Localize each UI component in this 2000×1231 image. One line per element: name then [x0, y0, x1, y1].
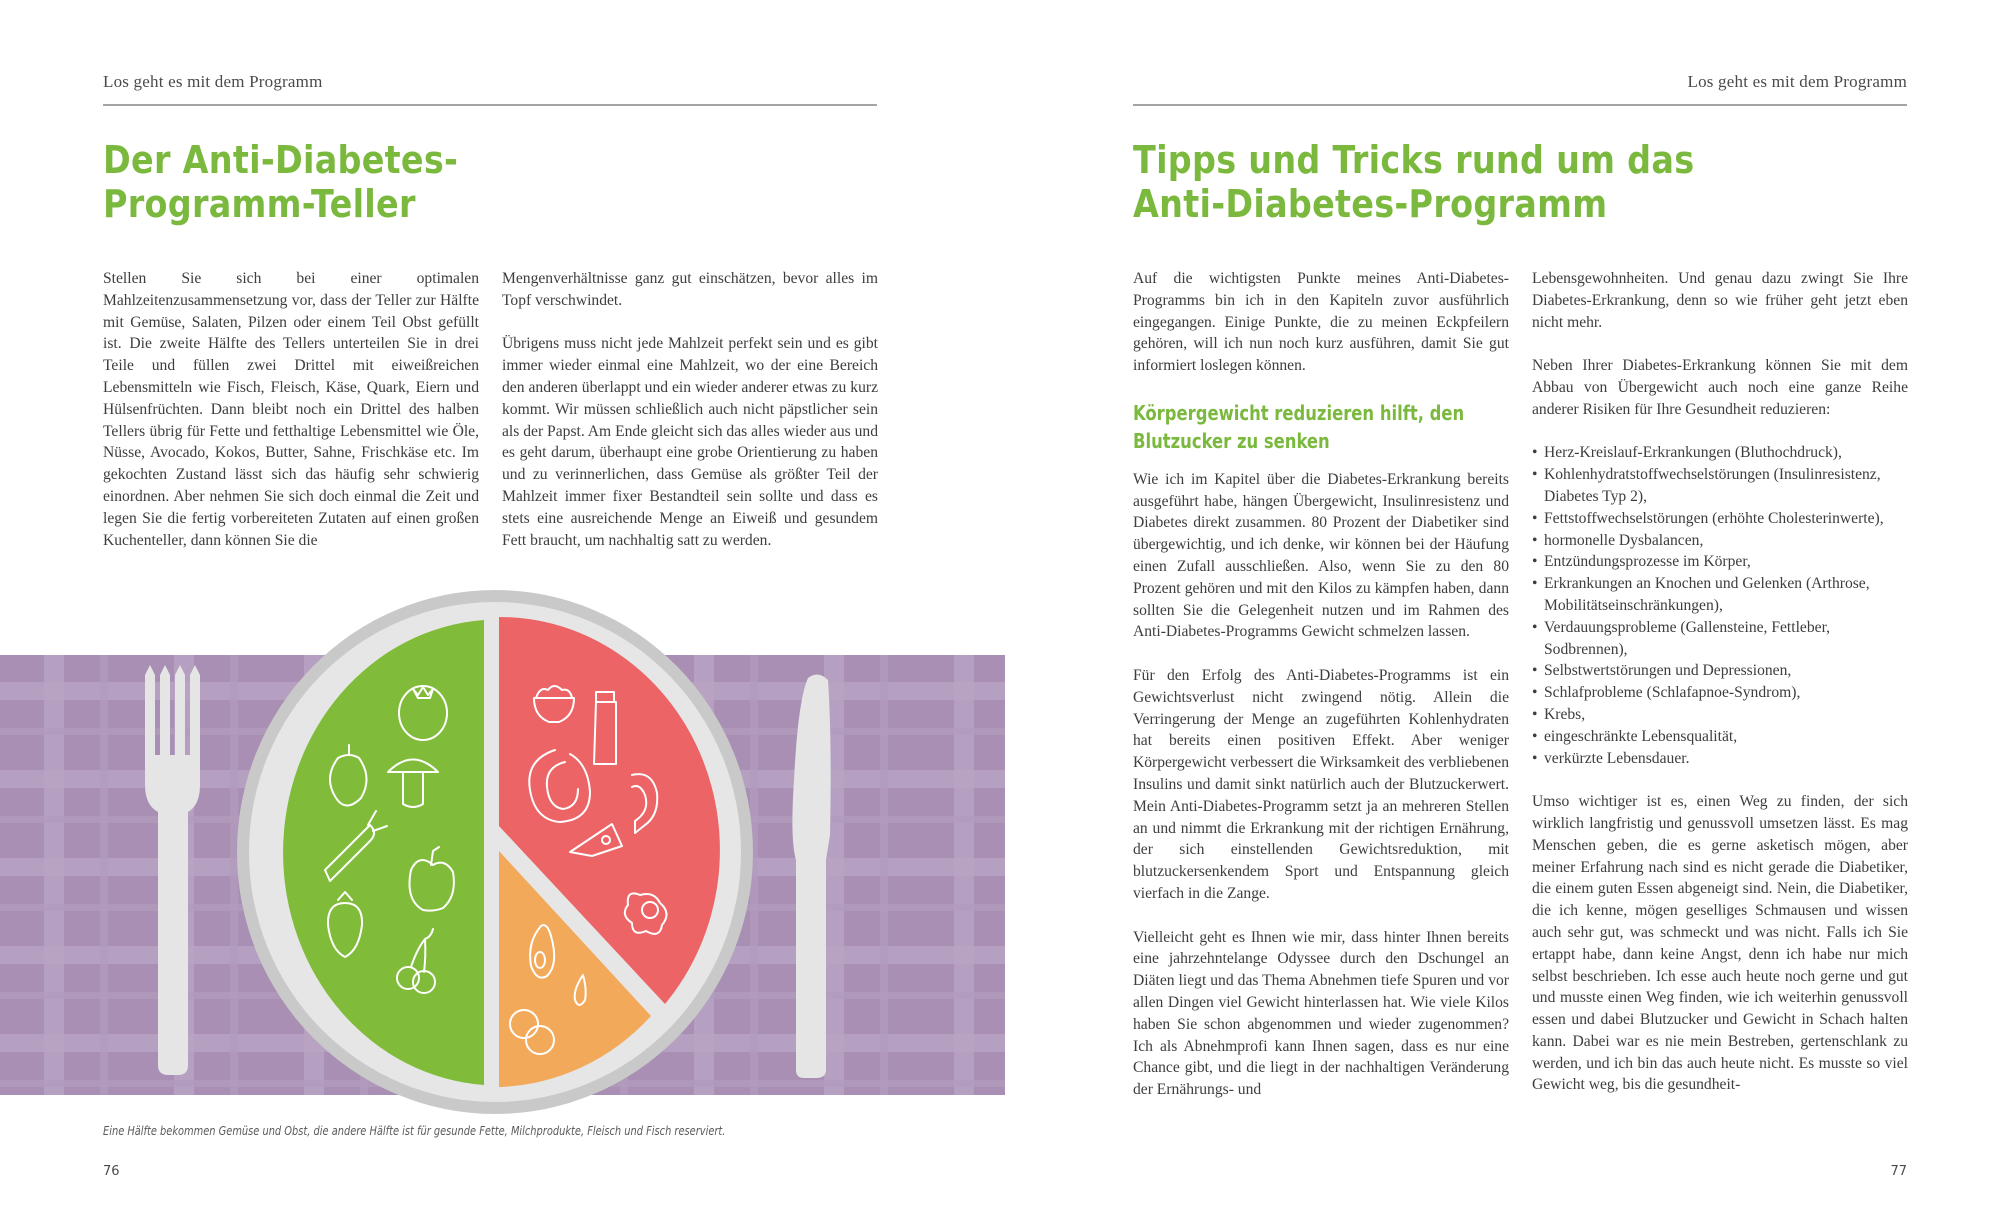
body-paragraph: Vielleicht geht es Ihnen wie mir, dass hinter Ihnen bereits eine jahrzehntelange Odyssee durch den Dschungel an Diäten liegt und das Thema Abnehmen tiefe Spuren und vor allen Dingen viel Gewicht hinterlassen hat. Wie viele Kilos haben Sie schon abgenommen und wieder zugenommen? Ich als Abnehmprofi kann Ihnen sagen, dass es nur eine Chance gibt, und die liegt in der nachhaltigen Veränderung der Ernährungs- und	[1133, 928, 1509, 1099]
risk-list	[1532, 442, 1908, 769]
list-item: • Schlafprobleme (Schlafapnoe-Syndrom),	[1532, 682, 1908, 704]
left-column-1	[103, 268, 479, 573]
page-title-left	[103, 138, 458, 226]
list-item: • Selbstwertstörungen und Depressionen,	[1532, 660, 1908, 682]
page-number-left: 76	[103, 1164, 120, 1179]
header-rule-right	[1133, 104, 1907, 106]
list-item: • eingeschränkte Lebensqualität,	[1532, 726, 1908, 748]
right-column-2	[1532, 268, 1908, 1118]
running-head-right: Los geht es mit dem Programm	[1687, 72, 1907, 91]
right-column-1	[1133, 268, 1509, 1123]
list-item: • hormonelle Dysbalancen,	[1532, 530, 1908, 552]
page-title-right	[1133, 138, 1694, 226]
title-line: Der Anti-Diabetes-	[103, 138, 459, 182]
title-line: Tipps und Tricks rund um das	[1133, 138, 1695, 182]
body-paragraph: Umso wichtiger ist es, einen Weg zu finden, der sich wirklich langfristig und genussvoll umsetzen lässt. Es mag Menschen geben, die es gerne asketisch mögen, aber meiner Erfahrung nach sind es nicht gerade die Diabetiker, die einem guten Essen abgeneigt sind. Nein, die Diabetiker, die ich kenne, mögen geselliges Schmausen und wissen auch sehr gut, was schmeckt und was nicht. Falls ich Sie ertappt habe, dann keine Angst, denn ich habe nur mich selbst beschrieben. Ich esse auch heute noch gerne und gut und musste einen Weg finden, wie ich weiterhin genussvoll essen und dabei Blutzucker und Gewicht in Schach halten kann. Dabei war es nie mein Bestreben, gertenschlank zu werden, und ich bin das auch heute nicht. Es musste so viel Gewicht weg, bis die gesundheit-	[1532, 793, 1908, 1094]
title-line: Anti-Diabetes-Programm	[1133, 182, 1608, 226]
body-paragraph: Für den Erfolg des Anti-Diabetes-Programms ist ein Gewichtsverlust nicht zwingend nötig. Allein die Verringerung der Menge an zugeführten Kohlenhydraten hat bereits einen positiven Effekt. Aber weniger Körpergewicht verbessert die Wirksamkeit des verbliebenen Insulins und damit sinkt natürlich auch der Blutzuckerwert. Mein Anti-Diabetes-Programm setzt ja an mehreren Stellen an und nimmt die Erkrankung mit der richtigen Ernährung, der sich einstellenden Gewichtsreduktion, mit blutzuckersenkendem Sport und Entspannung gleich vierfach in die Zange.	[1133, 666, 1509, 902]
figure-caption: Eine Hälfte bekommen Gemüse und Obst, die andere Hälfte ist für gesunde Fette, Milchprodukte, Fleisch und Fisch reserviert.	[103, 1124, 726, 1138]
body-paragraph: Neben Ihrer Diabetes-Erkrankung können Sie mit dem Abbau von Übergewicht auch noch eine ganze Reihe anderer Risiken für Ihre Gesundheit reduzieren:	[1532, 357, 1908, 418]
body-paragraph: Stellen Sie sich bei einer optimalen Mahlzeitenzusammensetzung vor, dass der Teller zur Hälfte mit Gemüse, Salaten, Pilzen oder einem Teil Obst gefüllt ist. Die zweite Hälfte des Tellers unterteilen Sie in drei Teile und füllen zwei Drittel mit eiweißreichen Lebensmitteln wie Fisch, Fleisch, Käse, Quark, Eiern und Hülsenfrüchten. Dann bleibt noch ein Drittel des halben Tellers übrig für Fette und fetthaltige Lebensmittel wie Öle, Nüsse, Avocado, Kokos, Butter, Sahne, Frischkäse etc. Im gekochten Zustand lässt sich das häufig sehr schwierig einordnen. Aber nehmen Sie sich doch einmal die Zeit und legen Sie die fertig vorbereiteten Zutaten auf einen großen Kuchenteller, dann können Sie die	[103, 270, 479, 549]
body-paragraph: Wie ich im Kapitel über die Diabetes-Erkrankung bereits ausgeführt habe, hängen Übergewicht, Insulinresistenz und Diabetes direkt zusammen. 80 Prozent der Diabetiker sind übergewichtig, und ich denke, wir können bei der Häufung einen Zufall ausschließen. Also, wenn Sie zu den 80 Prozent gehören und mit den Kilos zu kämpfen haben, dann sollten Sie die Gelegenheit nutzen und im Rahmen des Anti-Diabetes-Programms Gewicht schmelzen lassen.	[1133, 470, 1509, 641]
list-item: • Krebs,	[1532, 704, 1908, 726]
plate-illustration	[0, 580, 1010, 1120]
knife-icon	[792, 674, 830, 1078]
body-paragraph: Lebensgewohnheiten. Und genau dazu zwingt Sie Ihre Diabetes-Erkrankung, denn so wie früher geht jetzt eben nicht mehr.	[1532, 270, 1908, 331]
title-line: Programm-Teller	[103, 182, 416, 226]
list-item: • Kohlenhydratstoffwechselstörungen (Insulinresistenz, Diabetes Typ 2),	[1532, 464, 1908, 508]
intro-paragraph: Auf die wichtigsten Punkte meines Anti-Diabetes-Programms bin ich in den Kapiteln zuvor ausführlich eingegangen. Einige Punkte, die zu meinen Eckpfeilern gehören, will ich nun noch kurz ausführen, damit Sie gut informiert loslegen können.	[1133, 270, 1509, 375]
list-item: • Entzündungsprozesse im Körper,	[1532, 551, 1908, 573]
list-item: • Herz-Kreislauf-Erkrankungen (Bluthochdruck),	[1532, 442, 1908, 464]
list-item: • verkürzte Lebensdauer.	[1532, 748, 1908, 770]
body-paragraph: Mengenverhältnisse ganz gut einschätzen, bevor alles im Topf verschwindet.	[502, 270, 878, 309]
list-item: • Erkrankungen an Knochen und Gelenken (Arthrose, Mobilitätseinschränkungen),	[1532, 573, 1908, 617]
list-item: • Fettstoffwechselstörungen (erhöhte Cholesterinwerte),	[1532, 508, 1908, 530]
body-paragraph: Übrigens muss nicht jede Mahlzeit perfekt sein und es gibt immer wieder einmal eine Mahlzeit, wo der eine Bereich den anderen überlappt und ein wieder anderer etwas zu kurz kommt. Wir müssen schließlich auch nicht päpstlicher sein als der Papst. Am Ende gleicht sich das alles wieder aus und es geht darum, überhaupt eine grobe Orientierung zu haben und zu verinnerlichen, dass Gemüse als größter Teil der Mahlzeit immer fixer Bestandteil sein sollte und dass es stets eine ausreichende Menge an Eiweiß und gesundem Fett braucht, um nachhaltig satt zu werden.	[502, 335, 878, 549]
running-head-left: Los geht es mit dem Programm	[103, 72, 323, 91]
page-number-right: 77	[1890, 1164, 1907, 1179]
header-rule-left	[103, 104, 877, 106]
left-column-2	[502, 268, 878, 573]
list-item: • Verdauungsprobleme (Gallensteine, Fettleber, Sodbrennen),	[1532, 617, 1908, 661]
section-subheading: Körpergewicht reduzieren hilft, den Blutzucker zu senken	[1133, 400, 1465, 453]
